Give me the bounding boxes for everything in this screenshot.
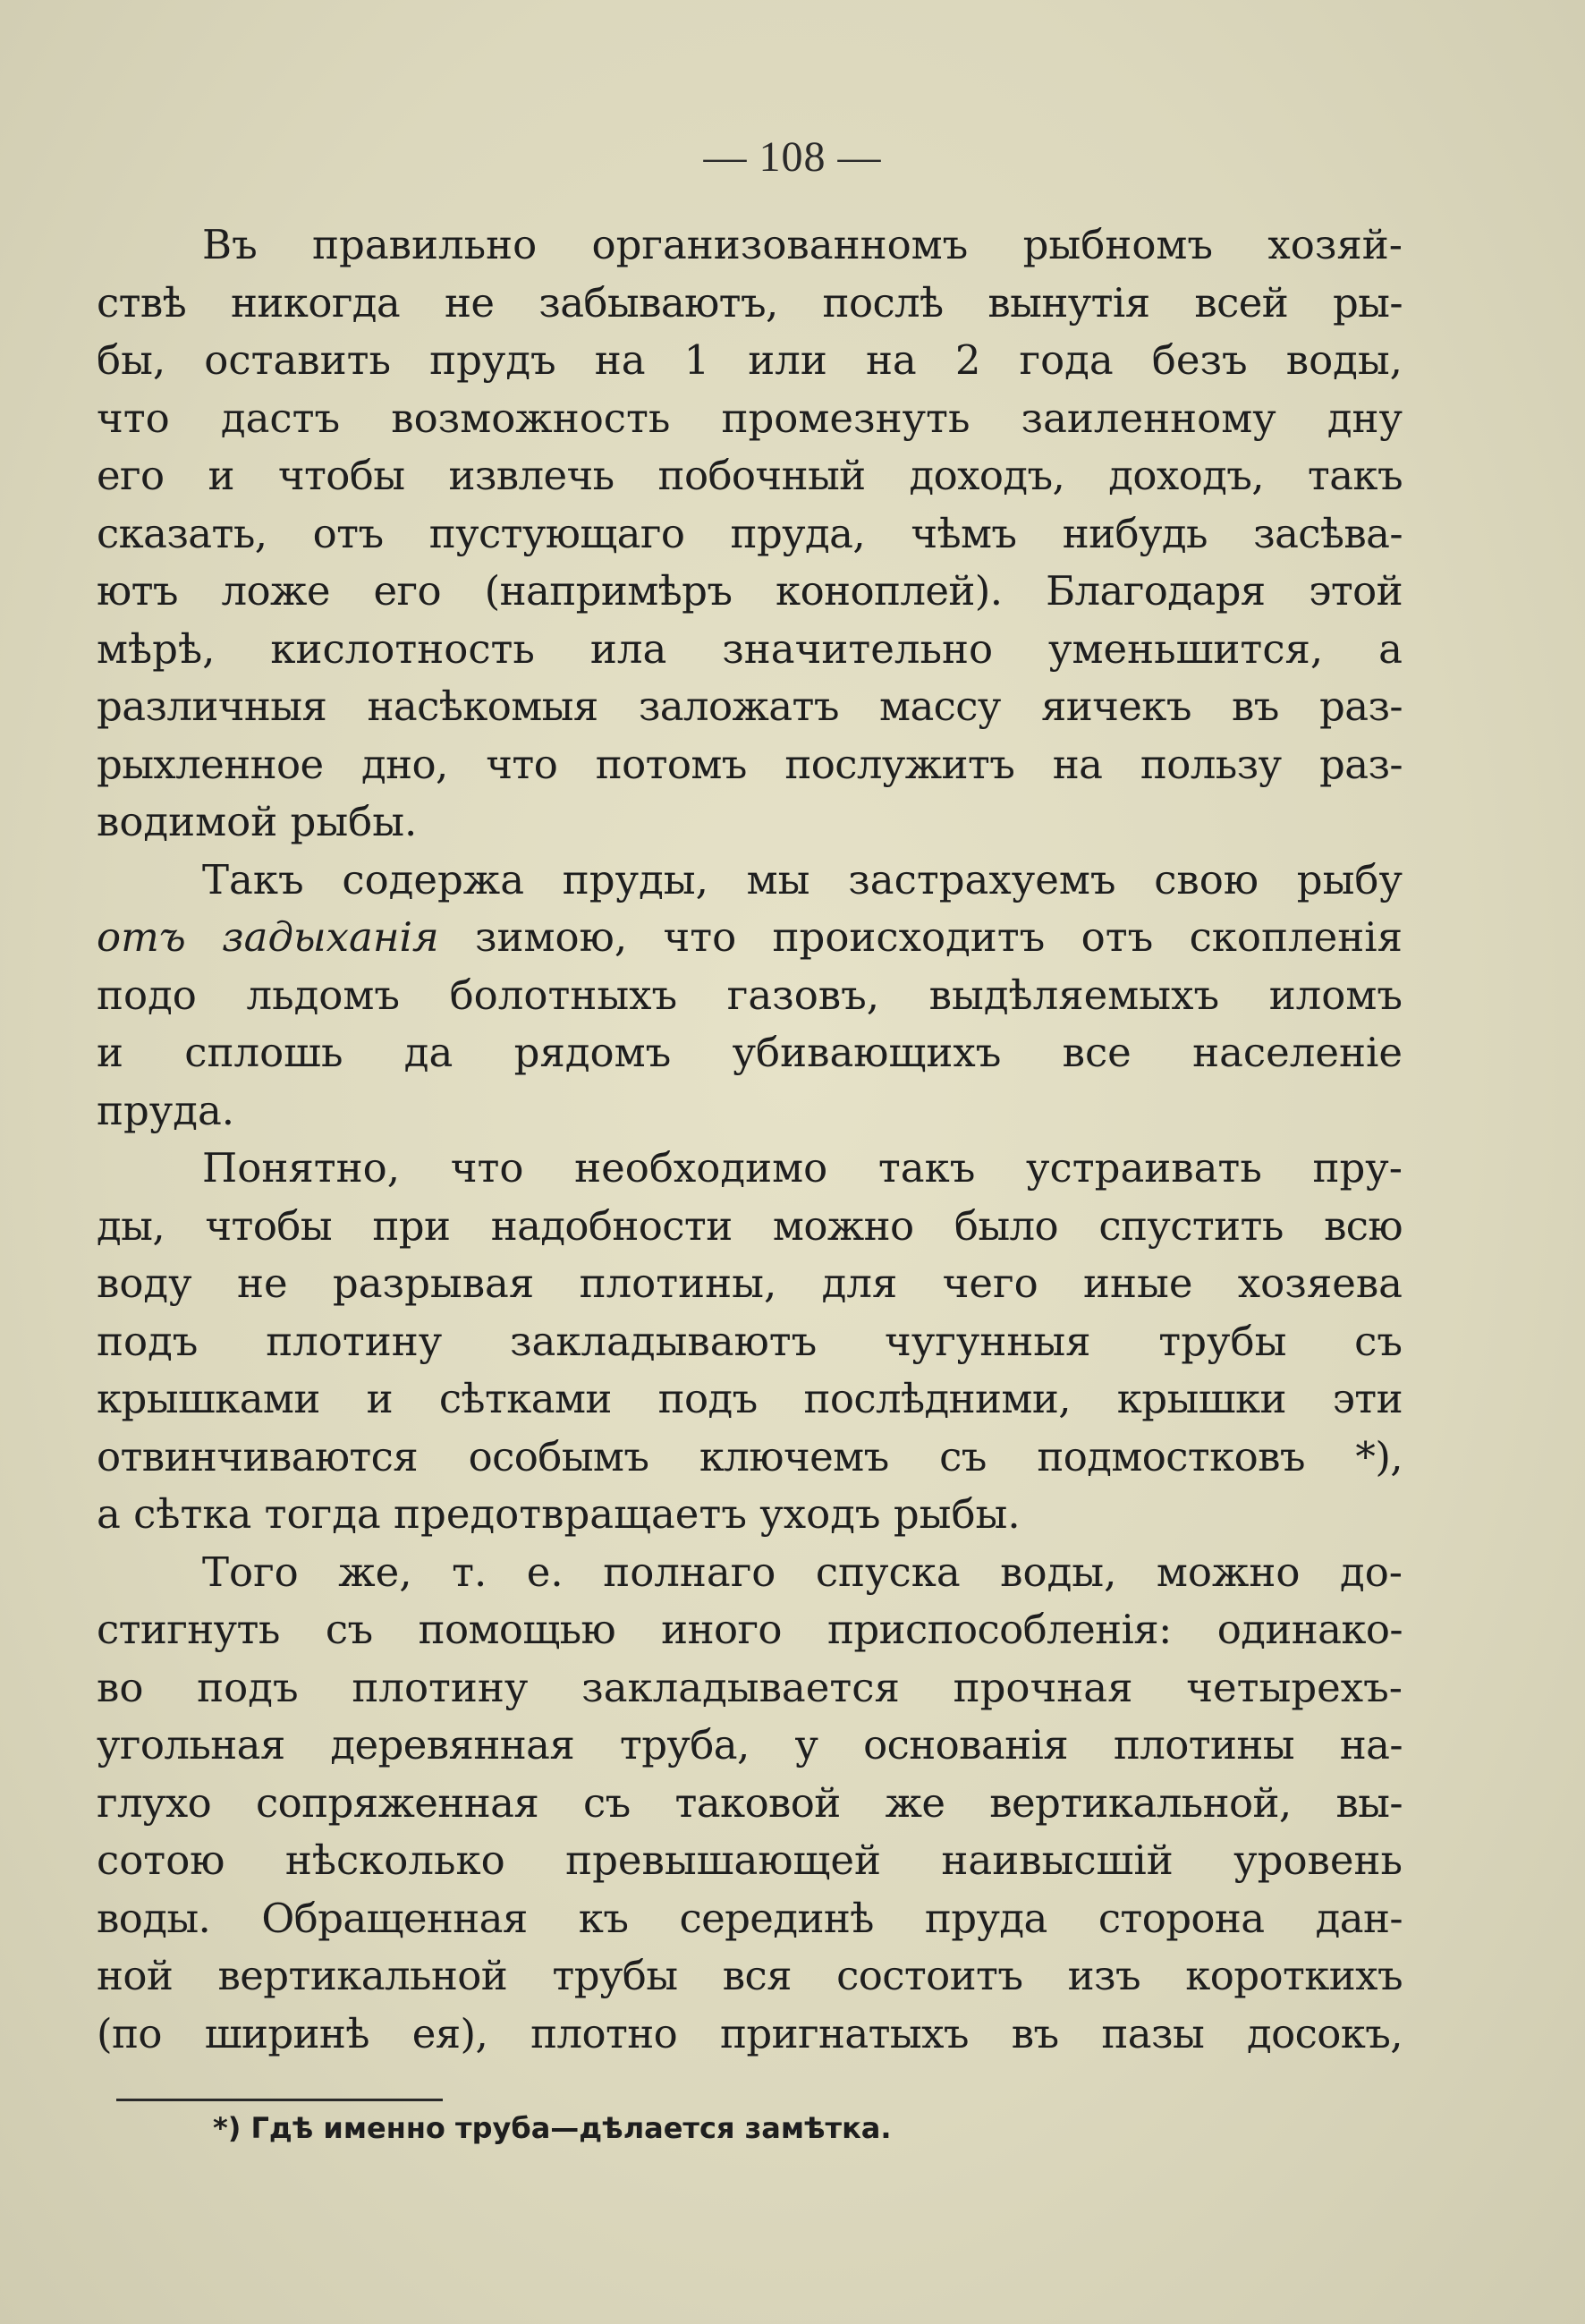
text-line: и сплошь да рядомъ убивающихъ все населеніе (97, 1029, 1403, 1076)
paragraph-4 (97, 1544, 1403, 2064)
text-line: угольная деревянная труба, у основанія плотины на- (97, 1721, 1403, 1768)
text-line: что дастъ возможность промезнуть заиленному дну (97, 394, 1403, 442)
text-line: отвинчиваются особымъ ключемъ съ подмостковъ *), (97, 1432, 1403, 1480)
text-line: его и чтобы извлечь побочный доходъ, доходъ, такъ (97, 452, 1403, 499)
text-line: подо льдомъ болотныхъ газовъ, выдѣляемыхъ иломъ (97, 971, 1403, 1019)
text-line: а сѣтка тогда предотвращаетъ уходъ рыбы. (97, 1490, 1021, 1538)
text-line: Въ правильно организованномъ рыбномъ хозяй- (202, 221, 1403, 268)
text-line: (по ширинѣ ея), плотно пригнатыхъ въ пазы досокъ, (97, 2009, 1403, 2057)
text-line: крышками и сѣтками подъ послѣдними, крышки эти (97, 1375, 1403, 1422)
text-line: ды, чтобы при надобности можно было спустить всю (97, 1201, 1403, 1250)
footnote-divider (116, 2099, 443, 2101)
text-line: сказать, отъ пустующаго пруда, чѣмъ нибудь засѣва- (97, 509, 1403, 557)
text-line: бы, оставить прудъ на 1 или на 2 года безъ воды, (97, 336, 1403, 384)
text-line: сотою нѣсколько превышающей наивысшій уровень (97, 1836, 1403, 1884)
text-line: ствѣ никогда не забываютъ, послѣ вынутія всей ры- (97, 278, 1403, 327)
text-line: мѣрѣ, кислотность ила значительно уменьшится, а (97, 624, 1403, 673)
footnote: *) Гдѣ именно труба—дѣлается замѣтка. (213, 2111, 892, 2145)
body-text (97, 216, 1403, 2063)
text-line: Того же, т. е. полнаго спуска воды, можно до- (202, 1548, 1403, 1596)
text-line: воду не разрывая плотины, для чего иные хозяева (97, 1260, 1403, 1307)
text-line: во подъ плотину закладывается прочная четырехъ- (97, 1663, 1403, 1711)
text-line: подъ плотину закладываютъ чугунныя трубы съ (97, 1317, 1403, 1365)
text-line: различныя насѣкомыя заложатъ массу яичекъ въ раз- (97, 683, 1403, 730)
paragraph-2 (97, 852, 1403, 1141)
text-line: пруда. (97, 1086, 235, 1134)
text-line: глухо сопряженная съ таковой же вертикальной, вы- (97, 1778, 1403, 1827)
paragraph-3 (97, 1140, 1403, 1544)
text-line: ной вертикальной трубы вся состоитъ изъ короткихъ (97, 1952, 1403, 1999)
text-line: Такъ содержа пруды, мы застрахуемъ свою рыбу (202, 855, 1403, 903)
text-line: стигнуть съ помощью иного приспособленія: одинако- (97, 1606, 1403, 1653)
text-fragment: зимою, что происходитъ отъ скопленія (438, 913, 1403, 961)
text-line: Понятно, что необходимо такъ устраивать пру- (202, 1144, 1403, 1192)
text-line: воды. Обращенная къ серединѣ пруда сторона дан- (97, 1894, 1403, 1942)
text-line-with-emphasis (97, 909, 1403, 967)
emphasized-phrase: отъ задыханія (97, 913, 439, 961)
paragraph-1 (97, 216, 1403, 852)
page-number: — 108 — (703, 133, 882, 181)
text-line: рыхленное дно, что потомъ послужитъ на пользу раз- (97, 740, 1403, 788)
text-line: водимой рыбы. (97, 798, 418, 845)
text-line: ютъ ложе его (напримѣръ коноплей). Благодаря этой (97, 567, 1403, 615)
